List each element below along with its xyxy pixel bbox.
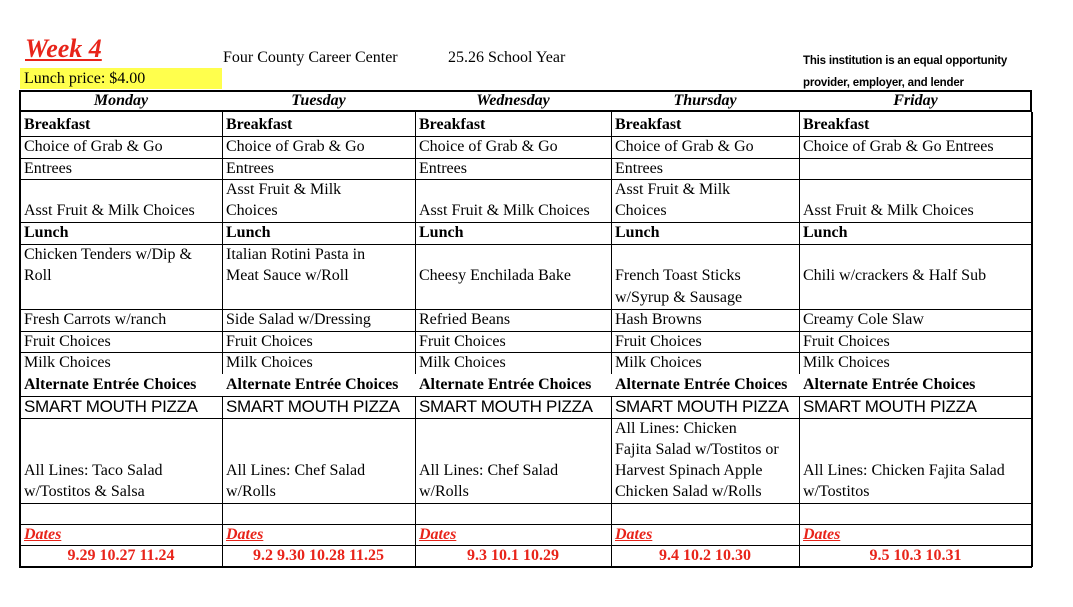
eeo-line-2: provider, employer, and lender xyxy=(803,77,964,89)
all2-cell-monday xyxy=(20,439,222,460)
breakfast-cell-tuesday: Breakfast xyxy=(226,116,293,133)
fruit-cell-thursday: Fruit Choices xyxy=(615,333,702,350)
grab1-cell-thursday: Choice of Grab & Go xyxy=(615,138,754,155)
column-divider xyxy=(611,396,612,567)
alt-cell-tuesday: Alternate Entrée Choices xyxy=(226,376,399,393)
column-divider xyxy=(222,112,223,374)
fruit-cell-friday: Fruit Choices xyxy=(803,333,890,350)
milk-cell-thursday: Milk Choices xyxy=(615,354,702,371)
row-divider xyxy=(20,136,1032,137)
main2-cell-wednesday: Cheesy Enchilada Bake xyxy=(419,267,571,284)
fruit2-cell-thursday: Choices xyxy=(615,202,667,219)
grab2-cell-tuesday: Entrees xyxy=(226,160,274,177)
fruit1-cell-friday xyxy=(799,179,1032,200)
side-cell-thursday: Hash Browns xyxy=(615,311,702,328)
dates-cell-wednesday: 9.3 10.1 10.29 xyxy=(467,547,559,564)
all1-cell-thursday: All Lines: Chicken xyxy=(615,420,737,437)
school-name: Four County Career Center xyxy=(223,49,398,66)
main3-cell-thursday: w/Syrup & Sausage xyxy=(615,289,743,306)
row-divider xyxy=(20,352,1032,353)
milk-cell-friday: Milk Choices xyxy=(803,354,890,371)
fruit2-cell-tuesday: Choices xyxy=(226,202,278,219)
side-cell-monday: Fresh Carrots w/ranch xyxy=(24,311,167,328)
grab2-cell-monday: Entrees xyxy=(24,160,72,177)
row-divider xyxy=(20,524,1032,525)
milk-cell-tuesday: Milk Choices xyxy=(226,354,313,371)
dates-cell-thursday: 9.4 10.2 10.30 xyxy=(659,547,751,564)
row-divider xyxy=(20,418,1032,419)
main3-cell-monday xyxy=(20,287,222,309)
pizza-cell-friday: SMART MOUTH PIZZA xyxy=(803,397,977,416)
all3-cell-friday: All Lines: Chicken Fajita Salad xyxy=(803,462,1005,479)
grab1-cell-friday: Choice of Grab & Go Entrees xyxy=(803,138,994,155)
row-divider xyxy=(20,309,1032,310)
alt-cell-thursday: Alternate Entrée Choices xyxy=(615,376,788,393)
lunch-price: Lunch price: $4.00 xyxy=(20,68,222,89)
day-header-thursday: Thursday xyxy=(673,92,737,109)
main1-cell-wednesday xyxy=(415,244,611,265)
all4-cell-thursday: Chicken Salad w/Rolls xyxy=(615,483,762,500)
breakfast-cell-wednesday: Breakfast xyxy=(419,116,486,133)
row-divider xyxy=(20,545,1032,546)
column-divider xyxy=(415,396,416,567)
fruit1-cell-tuesday: Asst Fruit & Milk xyxy=(226,181,342,198)
grab1-cell-wednesday: Choice of Grab & Go xyxy=(419,138,558,155)
all4-cell-wednesday: w/Rolls xyxy=(419,483,469,500)
lunch-cell-tuesday: Lunch xyxy=(226,224,271,241)
all3-cell-thursday: Harvest Spinach Apple xyxy=(615,462,763,479)
fruit-cell-tuesday: Fruit Choices xyxy=(226,333,313,350)
column-divider xyxy=(222,396,223,567)
pizza-cell-monday: SMART MOUTH PIZZA xyxy=(24,397,198,416)
alt-cell-wednesday: Alternate Entrée Choices xyxy=(419,376,592,393)
all3-cell-wednesday: All Lines: Chef Salad xyxy=(419,462,559,479)
row-divider xyxy=(20,331,1032,332)
dates-label-cell-tuesday: Dates xyxy=(226,526,264,543)
column-divider xyxy=(611,112,612,374)
breakfast-cell-thursday: Breakfast xyxy=(615,116,682,133)
main1-cell-friday xyxy=(799,244,1032,265)
lunch-cell-friday: Lunch xyxy=(803,224,848,241)
column-divider xyxy=(415,112,416,374)
main3-cell-wednesday xyxy=(415,287,611,309)
fruit-cell-wednesday: Fruit Choices xyxy=(419,333,506,350)
column-divider xyxy=(799,112,800,374)
fruit1-cell-monday xyxy=(20,179,222,200)
table-bottom-border xyxy=(19,566,1032,568)
milk-cell-monday: Milk Choices xyxy=(24,354,111,371)
main2-cell-monday: Roll xyxy=(24,267,52,284)
grab2-cell-wednesday: Entrees xyxy=(419,160,467,177)
all3-cell-tuesday: All Lines: Chef Salad xyxy=(226,462,366,479)
fruit1-cell-wednesday xyxy=(415,179,611,200)
all4-cell-monday: w/Tostitos & Salsa xyxy=(24,483,145,500)
grab2-cell-friday xyxy=(799,158,1032,179)
main3-cell-tuesday xyxy=(222,287,415,309)
main2-cell-friday: Chili w/crackers & Half Sub xyxy=(803,267,987,284)
side-cell-tuesday: Side Salad w/Dressing xyxy=(226,311,371,328)
eeo-line-1: This institution is an equal opportunity xyxy=(803,55,1008,67)
main2-cell-thursday: French Toast Sticks xyxy=(615,267,741,284)
day-header-tuesday: Tuesday xyxy=(291,92,346,109)
all1-cell-monday xyxy=(20,418,222,439)
all1-cell-tuesday xyxy=(222,418,415,439)
side-cell-friday: Creamy Cole Slaw xyxy=(803,311,924,328)
row-divider xyxy=(20,222,1032,223)
pizza-cell-wednesday: SMART MOUTH PIZZA xyxy=(419,397,593,416)
grab1-cell-monday: Choice of Grab & Go xyxy=(24,138,163,155)
column-divider xyxy=(1032,112,1033,567)
school-year: 25.26 School Year xyxy=(448,49,566,66)
row-divider xyxy=(20,503,1032,504)
grab2-cell-thursday: Entrees xyxy=(615,160,663,177)
all3-cell-monday: All Lines: Taco Salad xyxy=(24,462,163,479)
dates-cell-tuesday: 9.2 9.30 10.28 11.25 xyxy=(252,547,385,564)
all1-cell-wednesday xyxy=(415,418,611,439)
main3-cell-friday xyxy=(799,287,1032,309)
dates-label-cell-thursday: Dates xyxy=(615,526,653,543)
week-title: Week 4 xyxy=(25,34,102,63)
dates-label-cell-monday: Dates xyxy=(24,526,62,543)
lunch-cell-monday: Lunch xyxy=(24,224,69,241)
dates-cell-friday: 9.5 10.3 10.31 xyxy=(869,547,962,564)
fruit1-cell-thursday: Asst Fruit & Milk xyxy=(615,181,731,198)
eeo-statement xyxy=(803,50,1007,94)
main1-cell-tuesday: Italian Rotini Pasta in xyxy=(226,246,366,263)
column-divider xyxy=(799,396,800,567)
row-divider xyxy=(20,244,1032,245)
row-divider xyxy=(20,158,1032,159)
column-divider xyxy=(20,112,21,567)
fruit-cell-monday: Fruit Choices xyxy=(24,333,111,350)
main2-cell-tuesday: Meat Sauce w/Roll xyxy=(226,267,349,284)
all2-cell-thursday: Fajita Salad w/Tostitos or xyxy=(615,441,779,458)
dates-label-cell-friday: Dates xyxy=(803,526,841,543)
all2-cell-friday xyxy=(799,439,1032,460)
all2-cell-tuesday xyxy=(222,439,415,460)
fruit2-cell-wednesday: Asst Fruit & Milk Choices xyxy=(419,202,590,219)
day-header-wednesday: Wednesday xyxy=(476,92,550,109)
fruit2-cell-monday: Asst Fruit & Milk Choices xyxy=(24,202,195,219)
side-cell-wednesday: Refried Beans xyxy=(419,311,511,328)
all4-cell-friday: w/Tostitos xyxy=(803,483,870,500)
alt-cell-friday: Alternate Entrée Choices xyxy=(803,376,976,393)
day-header-monday: Monday xyxy=(93,92,149,109)
milk-cell-wednesday: Milk Choices xyxy=(419,354,506,371)
alt-cell-monday: Alternate Entrée Choices xyxy=(24,376,197,393)
all1-cell-friday xyxy=(799,418,1032,439)
breakfast-cell-monday: Breakfast xyxy=(24,116,91,133)
row-divider xyxy=(20,396,1032,397)
all4-cell-tuesday: w/Rolls xyxy=(226,483,276,500)
row-divider xyxy=(20,179,1032,180)
dates-cell-monday: 9.29 10.27 11.24 xyxy=(67,547,175,564)
grab1-cell-tuesday: Choice of Grab & Go xyxy=(226,138,365,155)
day-header-friday: Friday xyxy=(893,92,938,109)
dates-label-cell-wednesday: Dates xyxy=(419,526,457,543)
breakfast-cell-friday: Breakfast xyxy=(803,116,870,133)
lunch-cell-wednesday: Lunch xyxy=(419,224,464,241)
fruit2-cell-friday: Asst Fruit & Milk Choices xyxy=(803,202,974,219)
lunch-cell-thursday: Lunch xyxy=(615,224,660,241)
pizza-cell-tuesday: SMART MOUTH PIZZA xyxy=(226,397,400,416)
pizza-cell-thursday: SMART MOUTH PIZZA xyxy=(615,397,789,416)
main1-cell-monday: Chicken Tenders w/Dip & xyxy=(24,246,192,263)
main1-cell-thursday xyxy=(611,244,799,265)
all2-cell-wednesday xyxy=(415,439,611,460)
